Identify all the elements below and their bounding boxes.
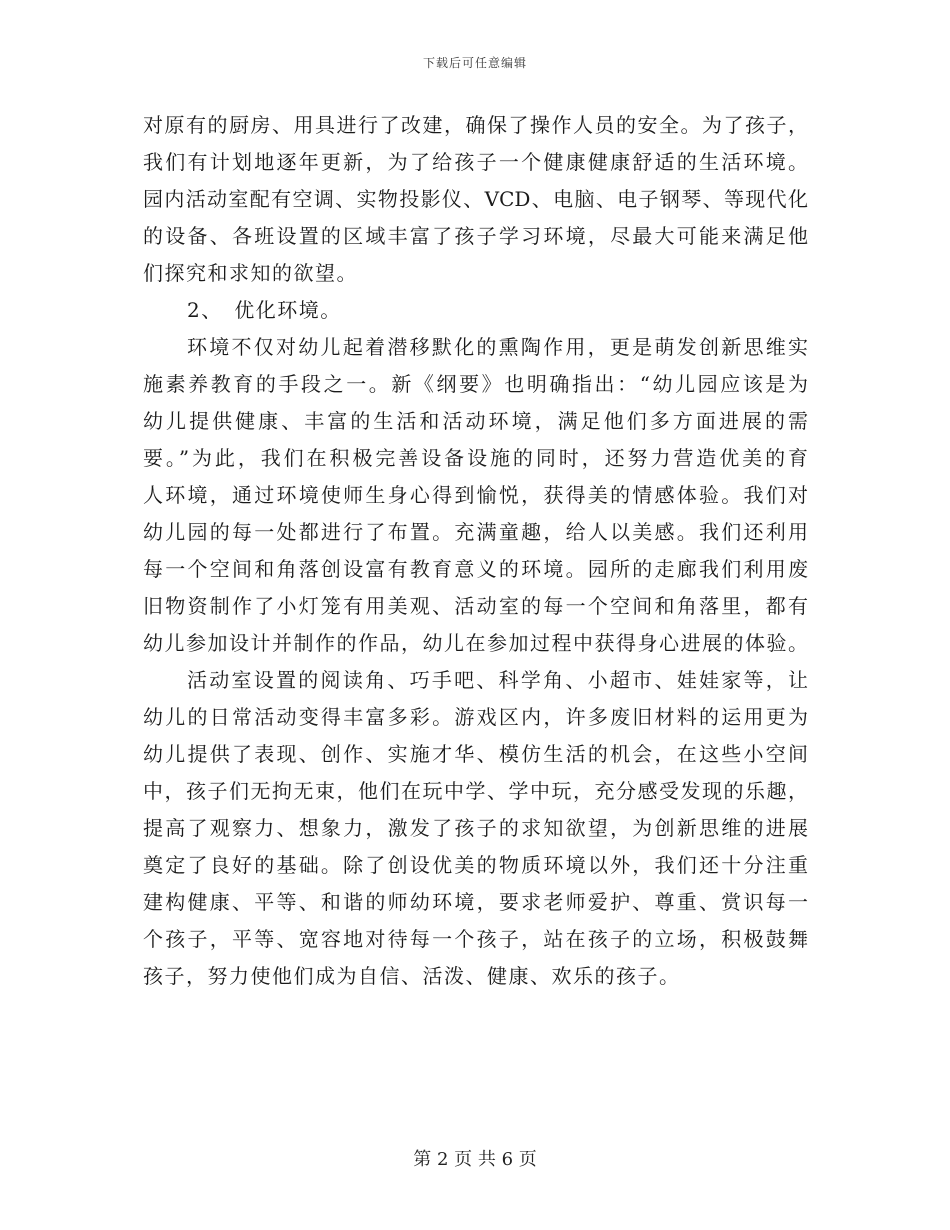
text-line: 们探究和求知的欲望。 — [143, 261, 358, 285]
text-line: 提高了观察力、想象力，激发了孩子的求知欲望，为创新思维的进展 — [143, 816, 808, 840]
document-body — [143, 107, 808, 995]
text-line: 人环境，通过环境使师生身心得到愉悦，获得美的情感体验。我们对 — [143, 483, 808, 507]
text-line: 孩子，努力使他们成为自信、活泼、健康、欢乐的孩子。 — [143, 964, 681, 988]
text-line: 建构健康、平等、和谐的师幼环境，要求老师爱护、尊重、赏识每一 — [143, 890, 808, 914]
paragraph-first-line: 环境不仅对幼儿起着潜移默化的熏陶作用，更是萌发创新思维实 — [187, 335, 808, 359]
page-number-footer: 第 2 页 共 6 页 — [413, 1149, 537, 1170]
text-line: 个孩子，平等、宽容地对待每一个孩子，站在孩子的立场，积极鼓舞 — [143, 927, 808, 951]
text-line: 奠定了良好的基础。除了创设优美的物质环境以外，我们还十分注重 — [143, 853, 808, 877]
text-line: 要。”为此，我们在积极完善设备设施的同时，还努力营造优美的育 — [143, 446, 808, 470]
text-line: 施素养教育的手段之一。新《纲要》也明确指出：“幼儿园应该是为 — [143, 372, 808, 396]
text-line: 幼儿园的每一处都进行了布置。充满童趣，给人以美感。我们还利用 — [143, 520, 808, 544]
text-line: 的设备、各班设置的区域丰富了孩子学习环境，尽最大可能来满足他 — [143, 224, 808, 248]
text-line: 我们有计划地逐年更新，为了给孩子一个健康健康舒适的生活环境。 — [143, 150, 808, 174]
page-header: 下载后可任意编辑 — [422, 56, 527, 70]
paragraph-first-line: 活动室设置的阅读角、巧手吧、科学角、小超市、娃娃家等，让 — [187, 668, 808, 692]
text-line: 幼儿提供健康、丰富的生活和活动环境，满足他们多方面进展的需 — [143, 409, 808, 433]
text-line: 对原有的厨房、用具进行了改建，确保了操作人员的安全。为了孩子， — [143, 113, 808, 137]
text-line: 旧物资制作了小灯笼有用美观、活动室的每一个空间和角落里，都有 — [143, 594, 808, 618]
text-line: 幼儿参加设计并制作的作品，幼儿在参加过程中获得身心进展的体验。 — [143, 631, 808, 655]
text-line: 幼儿提供了表现、创作、实施才华、模仿生活的机会，在这些小空间 — [143, 742, 808, 766]
text-line: 中，孩子们无拘无束，他们在玩中学、学中玩，充分感受发现的乐趣， — [143, 779, 808, 803]
text-line: 园内活动室配有空调、实物投影仪、VCD、电脑、电子钢琴、等现代化 — [143, 187, 808, 211]
text-line: 每一个空间和角落创设富有教育意义的环境。园所的走廊我们利用废 — [143, 557, 808, 581]
section-heading: 2、 优化环境。 — [187, 298, 342, 322]
text-line: 幼儿的日常活动变得丰富多彩。游戏区内，许多废旧材料的运用更为 — [143, 705, 808, 729]
